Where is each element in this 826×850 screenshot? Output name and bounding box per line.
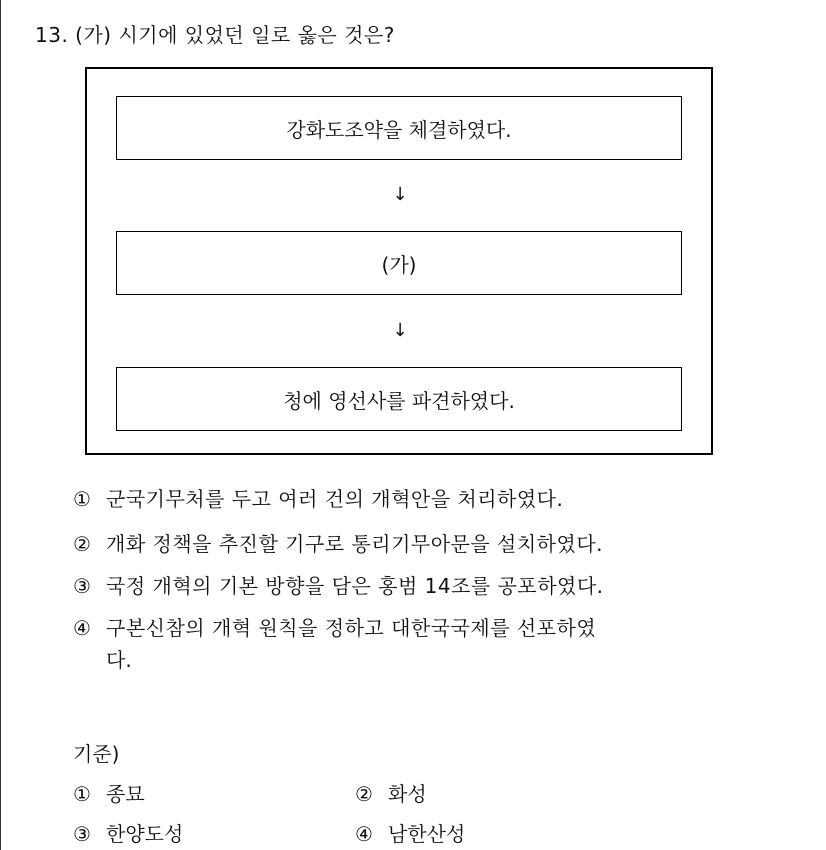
timeline-event-blank: [116, 231, 682, 295]
choice-text: 구본신참의 개혁 원칙을 정하고 대한국국제를 선포하였: [106, 616, 597, 640]
choice-number: ①: [73, 487, 92, 511]
criteria-label: 기준): [73, 742, 120, 766]
criteria-option-2[interactable]: [355, 778, 427, 807]
choice-number: ②: [73, 532, 92, 556]
choice-text: 국정 개혁의 기본 방향을 담은 홍범 14조를 공포하였다.: [106, 574, 604, 598]
timeline-event-blank-text: (가): [381, 252, 417, 277]
option-text: 남한산성: [388, 822, 466, 846]
choice-text: 개화 정책을 추진할 기구로 통리기무아문을 설치하였다.: [106, 532, 604, 556]
choice-number: ④: [73, 616, 92, 640]
timeline-event-envoy-text: 청에 영선사를 파견하였다.: [283, 388, 515, 413]
down-arrow-icon: ↓: [392, 184, 408, 205]
answer-choice-3[interactable]: [73, 570, 604, 599]
option-number: ②: [355, 782, 373, 806]
criteria-option-4[interactable]: [355, 818, 465, 847]
answer-choice-2[interactable]: [73, 528, 603, 557]
option-text: 한양도성: [106, 822, 184, 846]
answer-choice-1[interactable]: [73, 483, 563, 512]
choice-text: 군국기무처를 두고 여러 건의 개혁안을 처리하였다.: [106, 487, 564, 511]
option-number: ③: [73, 822, 91, 846]
criteria-option-3[interactable]: [73, 818, 183, 847]
choice-number: ③: [73, 574, 92, 598]
down-arrow-icon: ↓: [392, 320, 408, 341]
answer-choice-4-continuation: 다.: [106, 648, 132, 672]
timeline-event-treaty: [116, 96, 682, 160]
option-number: ①: [73, 782, 91, 806]
option-text: 화성: [388, 782, 427, 806]
criteria-option-1[interactable]: [73, 778, 145, 807]
option-number: ④: [355, 822, 373, 846]
page-left-border: [0, 0, 1, 850]
answer-choice-4[interactable]: [73, 612, 596, 641]
timeline-event-envoy: [116, 367, 682, 431]
option-text: 종묘: [106, 782, 145, 806]
timeline-event-treaty-text: 강화도조약을 체결하였다.: [286, 117, 512, 142]
question-title: 13. (가) 시기에 있었던 일로 옳은 것은?: [35, 23, 395, 47]
